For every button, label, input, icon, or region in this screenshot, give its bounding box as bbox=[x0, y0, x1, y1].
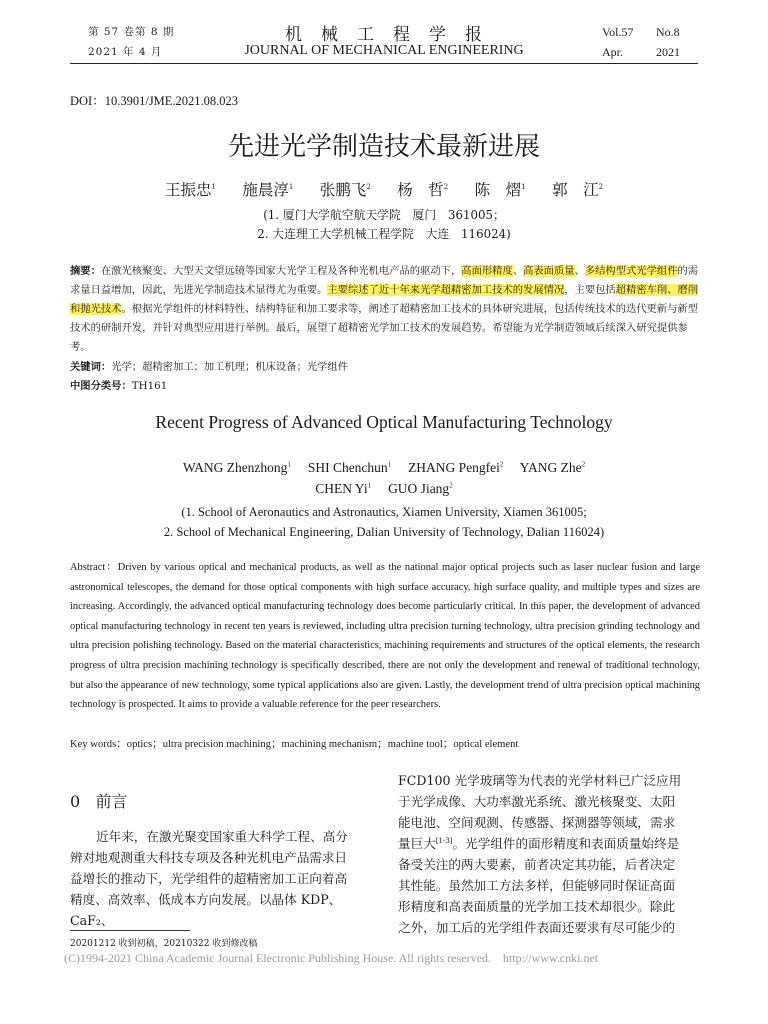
body-line: 之外，加工后的光学组件表面还要求有尽可能少的 bbox=[398, 920, 676, 935]
volume-en: Vol.57 bbox=[602, 25, 634, 39]
body-line: 近年来，在激光聚变国家重大科学工程、高分 bbox=[96, 829, 348, 844]
highlight: 高表面质量 bbox=[523, 265, 575, 277]
footnote: 20201212 收到初稿，20210322 收到修改稿 bbox=[70, 939, 258, 949]
body-line: 益增长的推动下，光学组件的超精密加工正向着高 bbox=[70, 871, 348, 886]
body-line: 于光学成像、大功率激光系统、激光核聚变、太阳 bbox=[398, 794, 676, 809]
citation: [1-3] bbox=[435, 836, 453, 845]
keywords-cn: 关键词：光学；超精密加工；加工机理；机床设备；光学组件 bbox=[70, 361, 349, 373]
body-line: FCD100 光学玻璃等为代表的光学材料已广泛应用 bbox=[398, 773, 682, 788]
section-heading: 0 前言 bbox=[70, 792, 128, 811]
author-cn: 郭 江$^2$ bbox=[552, 181, 604, 199]
authors-en-line1 bbox=[0, 460, 768, 476]
page-title-cn: 先进光学制造技术最新进展 bbox=[227, 132, 540, 162]
doi: DOI：10.3901/JME.2021.08.023 bbox=[70, 94, 239, 108]
affiliation-cn-2: 2. 大连理工大学机械工程学院 大连 116024) bbox=[257, 227, 511, 241]
keywords-en: Key words：optics；ultra precision machining；machining mechanism；machine tool；optical element bbox=[70, 739, 519, 750]
author-en: WANG Zhenzhong$^1$ bbox=[182, 460, 291, 475]
issue-en: No.8 bbox=[656, 25, 680, 39]
author-cn: 施晨淳$^1$ bbox=[242, 181, 294, 199]
body-line: 其性能。虽然加工方法多样，但能够同时保证高面 bbox=[398, 878, 676, 893]
body-line: 能电池、空间观测、传感器、探测器等领域，需求 bbox=[398, 815, 676, 830]
author-en: CHEN Yi$^1$ bbox=[315, 481, 372, 496]
body-line: 形精度和高表面质量的光学加工技术却很少。除此 bbox=[398, 899, 676, 914]
author-cn: 王振忠$^1$ bbox=[164, 181, 216, 199]
body-line: 辨对地观测重大科技专项及各种光机电产品需求日 bbox=[70, 850, 348, 865]
affiliation-cn-1: (1. 厦门大学航空航天学院 厦门 361005； bbox=[263, 208, 505, 222]
journal-title-en: JOURNAL OF MECHANICAL ENGINEERING bbox=[244, 43, 524, 58]
header-divider bbox=[70, 63, 698, 64]
left-column bbox=[70, 826, 370, 931]
author-cn: 张鹏飞$^2$ bbox=[319, 181, 371, 199]
highlight: 多结构型式光学组件 bbox=[584, 265, 678, 277]
journal-title-cn: 机 械 工 程 学 报 bbox=[285, 25, 483, 45]
authors-cn bbox=[0, 178, 768, 200]
abstract-en: Abstract：Driven by various optical and mechanical products, as well as the national major optical projects such as laser nuclear fusion and large astronomical telescopes, the demand for those optical components with high surface accuracy, high surface quality, and multiple types and sizes are increasing. Accordingly, the advanced optical manufacturing technology does become particularly critical. In this paper, the development of advanced optical manufacturing technology in recent ten years is reviewed, including ultra precision turning technology, ultra precision grinding technology and ultra precision polishing technology. Based on the material characteristics, machining requirements and structures of the optical elements, the research progress of ultra precision machining technology is specifically described, there are not only the development and renewal of traditional technology, but also the appearance of new technology, some typical applications also are given. Lastly, the development trend of ultra precision optical machining technology is prospected. It aims to provide a valuable reference for the peer researchers. bbox=[70, 562, 701, 711]
year-en: 2021 bbox=[656, 45, 680, 59]
highlight: 主要综述了近十年来光学超精密加工技术的发展情况 bbox=[327, 284, 565, 296]
page-title-en: Recent Progress of Advanced Optical Manufacturing Technology bbox=[155, 412, 613, 432]
copyright-notice: (C)1994-2021 China Academic Journal Electronic Publishing House. All rights reserved. http://www.cnki.net bbox=[64, 951, 599, 965]
date-cn: 2021 年 4 月 bbox=[88, 46, 163, 58]
author-cn: 陈 熠$^1$ bbox=[474, 181, 526, 199]
highlight: 超精密车削、磨削和抛光技术 bbox=[70, 284, 699, 315]
author-cn: 杨 哲$^2$ bbox=[397, 181, 449, 199]
abstract-cn: 摘要：在激光核聚变、大型天文望远镜等国家大光学工程及各种光机电产品的驱动下，高面形精度、高表面质量、多结构型式光学组件的需求量日益增加，因此，先进光学制造技术显得尤为重要。主要综述了近十年来光学超精密加工技术的发展情况，主要包括超精密车削、磨削和抛光技术。根据光学组件的材料特性、结构特征和加工要求等，阐述了超精密加工技术的具体研究进展，包括传统技术的迭代更新与新型技术的研制开发，并针对典型应用进行举例。最后，展望了超精密光学加工技术的发展趋势。希望能为光学制造领域后续深入研究提供参考。 bbox=[70, 265, 699, 353]
body-line: 量巨大[1-3]。光学组件的面形精度和表面质量始终是 bbox=[398, 836, 680, 851]
footnote-divider bbox=[70, 930, 190, 931]
authors-en-line2 bbox=[0, 481, 768, 497]
affiliation-en-1: (1. School of Aeronautics and Astronautics, Xiamen University, Xiamen 361005; bbox=[181, 505, 587, 519]
right-column bbox=[398, 770, 700, 938]
month-en: Apr. bbox=[602, 45, 623, 59]
author-en: GUO Jiang$^2$ bbox=[388, 481, 453, 496]
volume-issue-cn: 第 57 卷第 8 期 bbox=[88, 26, 175, 38]
body-line: 精度、高效率、低成本方向发展。以晶体 KDP、CaF₂、 bbox=[70, 892, 342, 928]
clc-number: 中图分类号：TH161 bbox=[70, 380, 168, 392]
affiliation-en-2: 2. School of Mechanical Engineering, Dalian University of Technology, Dalian 116024) bbox=[163, 525, 605, 539]
abstract-label-en: Abstract： bbox=[70, 562, 118, 573]
highlight: 高面形精度 bbox=[461, 265, 513, 277]
author-en: SHI Chenchun$^1$ bbox=[307, 460, 392, 475]
author-en: YANG Zhe$^2$ bbox=[519, 460, 586, 475]
author-en: ZHANG Pengfei$^2$ bbox=[408, 460, 504, 475]
body-line: 备受关注的两大要素，前者决定其功能，后者决定 bbox=[398, 857, 676, 872]
abstract-label-cn: 摘要： bbox=[70, 265, 101, 277]
